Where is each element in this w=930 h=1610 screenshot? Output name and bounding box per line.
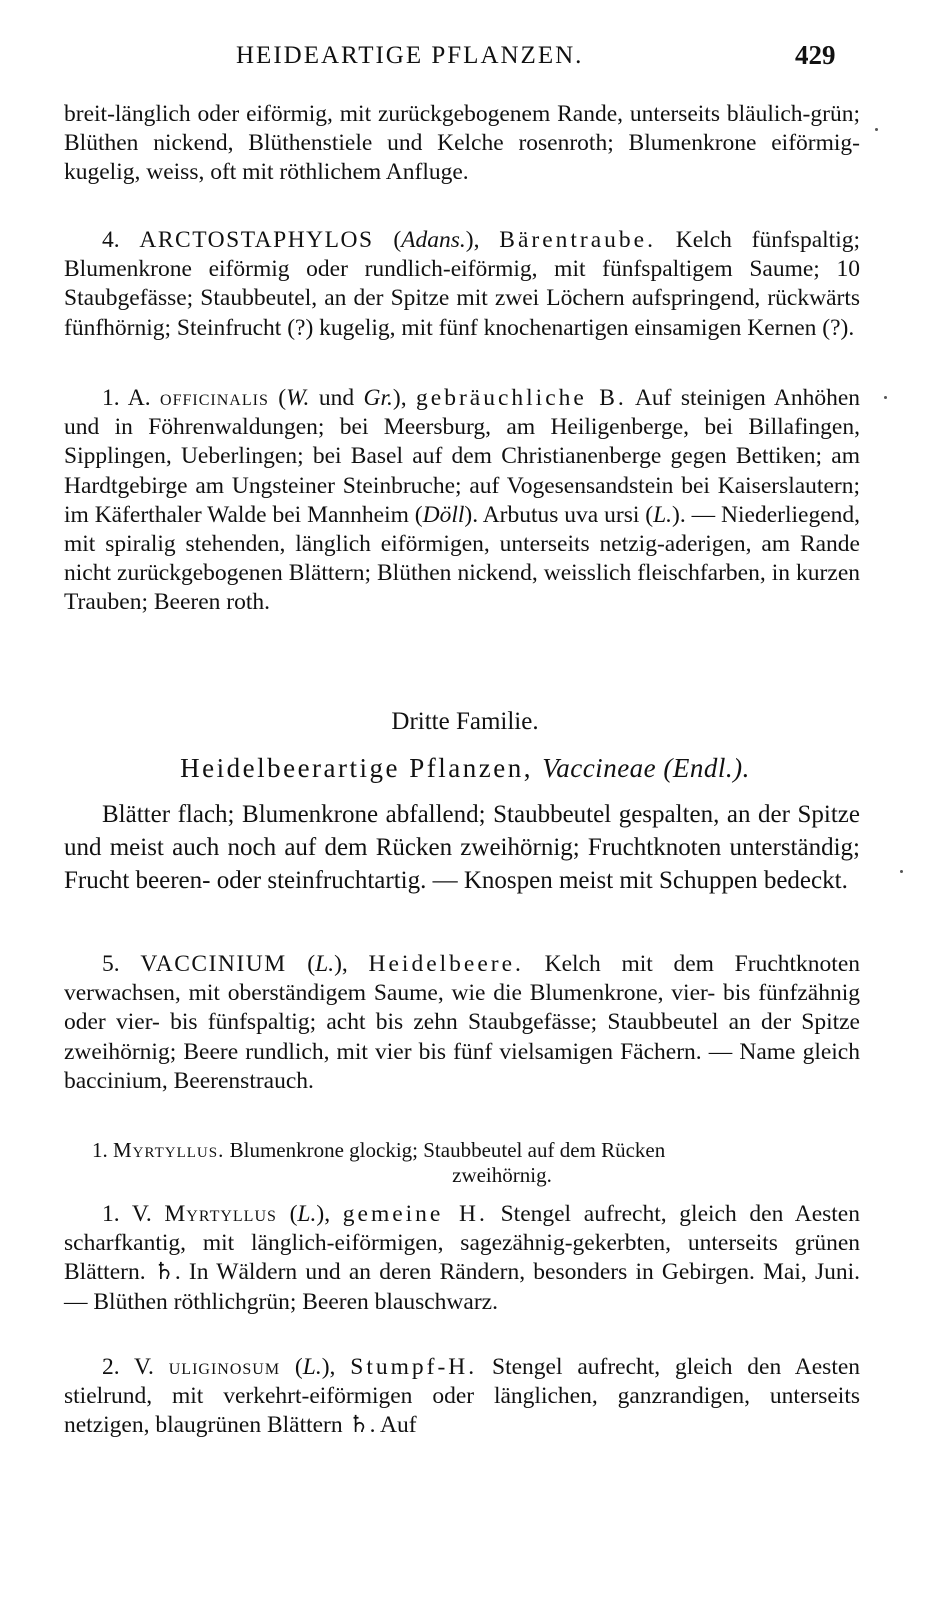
species-locations: Auf steinigen Anhöhen und in Föhrenwaldungen; bei Meersburg, am Heiligenberge, bei Billafingen, Sipplingen, Ueberlingen; bei Basel auf dem Christianenberge gegen Bettiken; am Hardtgebirge am Ungsteiner Steinbruche; auf Vogesensandstein bei Kaiserslautern; im Käferthaler Walde bei Mannheim — [64, 385, 861, 528]
subsection-text-line1: Blumenkrone glockig; Staubbeutel auf dem Rücken — [229, 1138, 666, 1162]
species-description: Stengel aufrecht, gleich den Aesten stielrund, mit verkehrt-eiförmigen oder länglichen, ganzrandigen, unterseits netzigen, blaugrünen Blättern ♄. Auf — [64, 1354, 861, 1439]
genus-number: 4. — [102, 227, 120, 253]
subsection-myrtyllus — [92, 1138, 852, 1188]
scan-speck — [884, 396, 887, 399]
species-synonym-author: L. — [653, 501, 673, 528]
species-name: officinalis — [160, 385, 269, 411]
subsection-name: Myrtyllus. — [113, 1138, 225, 1162]
genus-common-name: Heidelbeere. — [368, 951, 524, 977]
species-myrtyllus: 1. V. Myrtyllus (L.), gemeine H. Stengel aufrecht, gleich den Aesten scharfkantig, mit länglich-eiförmigen, sagezähnig-gekerbten, unterseits grünen Blättern. ♄. In Wäldern und an deren Rändern, besonders in Gebirgen. Mai, Juni. — Blüthen röthlichgrün; Beeren blauschwarz. — [64, 1201, 860, 1315]
family-description-text: Blätter flach; Blumenkrone abfallend; Staubbeutel gespalten, an der Spitze und meist auch noch auf dem Rücken zweihörnig; Fruchtknoten unterständig; Frucht beeren- oder steinfruchtartig. — Knospen meist mit Schuppen bedeckt. — [64, 801, 860, 894]
species-description: — Niederliegend, mit spiralig stehenden, länglich eiförmigen, unterseits netzig-aderigen, am Rande nicht zurückgebogenen Blättern; Blüthen nickend, weisslich fleischfarben, in kurzen Trauben; Beeren roth. — [64, 501, 861, 616]
paragraph-text: breit-länglich oder eiförmig, mit zurückgebogenem Rande, unterseits bläulich-grün; Blüthen nickend, Blüthenstiele und Kelche rosenroth; Blumenkrone eiförmig-kugelig, weiss, oft mit röthlichem Anfluge. — [64, 101, 860, 186]
species-uliginosum: 2. V. uliginosum (L.), Stumpf-H. Stengel aufrecht, gleich den Aesten stielrund, mit verkehrt-eiförmigen oder länglichen, ganzrandigen, unterseits netzigen, blaugrünen Blättern ♄. Auf — [64, 1354, 861, 1439]
family-title: Dritte Familie. — [391, 708, 539, 735]
family-description — [64, 798, 860, 897]
genus-description: Kelch mit dem Fruchtknoten verwachsen, mit oberständigem Saume, wie die Blumenkrone, vier- bis fünfzähnig oder vier- bis fünfspaltig; acht bis zehn Staubgefässe; Staubbeutel an der Spitze zweihörnig; Beere rundlich, mit vier bis fünf vielsamigen Fächern. — Name gleich baccinium, Beerenstrauch. — [64, 951, 860, 1094]
species-name: Myrtyllus — [164, 1201, 277, 1227]
species-common-name: Stumpf-H. — [350, 1354, 478, 1380]
species-synonym: Arbutus uva ursi — [482, 501, 640, 528]
species-common-name: gemeine H. — [342, 1201, 488, 1227]
genus-name: VACCINIUM — [140, 951, 287, 977]
species-common-name: gebräuchliche B. — [416, 385, 627, 411]
species-officinalis: 1. A. officinalis (W. und Gr.), gebräuchliche B. Auf steinigen Anhöhen und in Föhrenwaldungen; bei Meersburg, am Heiligenberge, bei Billafingen, Sipplingen, Ueberlingen; bei Basel auf dem Christianenberge gegen Bettiken; am Hardtgebirge am Ungsteiner Steinbruche; auf Vogesensandstein bei Kaiserslautern; im Käferthaler Walde bei Mannheim (Döll). Arbutus uva ursi (L.). — Niederliegend, mit spiralig stehenden, länglich eiförmigen, unterseits netzig-aderigen, am Rande nicht zurückgebogenen Blättern; Blüthen nickend, weisslich fleischfarben, in kurzen Trauben; Beeren roth. — [64, 385, 861, 616]
species-author-und: und — [318, 385, 355, 411]
species-number: 2. V. — [102, 1354, 154, 1380]
species-author-gr: Gr. — [363, 385, 393, 411]
genus-description: Kelch fünfspaltig; Blumenkrone eiförmig oder rundlich-eiförmig, mit fünfspaltigem Saume; 10 Staubgefässe; Staubbeutel, an der Spitze mit zwei Löchern aufspringend, rückwärts fünfhörnig; Steinfrucht (?) kugelig, mit fünf knochenartigen einsamigen Kernen (?). — [64, 227, 860, 341]
species-number: 1. A. — [102, 385, 151, 411]
genus-common-name: Bärentraube. — [499, 227, 656, 253]
genus-author: L. — [315, 951, 335, 977]
species-reference: Döll — [422, 501, 465, 528]
family-name: Heidelbeerartige Pflanzen, — [180, 753, 533, 783]
genus-number: 5. — [102, 951, 120, 977]
genus-arctostaphylos: 4. ARCTOSTAPHYLOS (Adans.), Bärentraube. Kelch fünfspaltig; Blumenkrone eiförmig oder rundlich-eiförmig, mit fünfspaltigem Saume; 10 Staubgefässe; Staubbeutel, an der Spitze mit zwei Löchern aufspringend, rückwärts fünfhörnig; Steinfrucht (?) kugelig, mit fünf knochenartigen einsamigen Kernen (?). — [64, 227, 860, 341]
subsection-text-line2: zweihörnig. — [452, 1163, 552, 1187]
species-name: uliginosum — [168, 1354, 281, 1380]
family-latin-name: Vaccineae (Endl.). — [542, 753, 750, 783]
scan-speck — [875, 128, 878, 131]
genus-name: ARCTOSTAPHYLOS — [139, 227, 374, 253]
genus-vaccinium: 5. VACCINIUM (L.), Heidelbeere. Kelch mit dem Fruchtknoten verwachsen, mit oberständigem Saume, wie die Blumenkrone, vier- bis fünfzähnig oder vier- bis fünfspaltig; acht bis zehn Staubgefässe; Staubbeutel an der Spitze zweihörnig; Beere rundlich, mit vier bis fünf vielsamigen Fächern. — Name gleich baccinium, Beerenstrauch. — [64, 951, 860, 1094]
species-author: L. — [302, 1354, 322, 1380]
species-number: 1. V. — [102, 1201, 152, 1227]
subsection-number: 1. — [92, 1138, 108, 1162]
family-name-heading — [0, 753, 930, 784]
species-author: L. — [297, 1201, 317, 1227]
species-description: Stengel aufrecht, gleich den Aesten scharfkantig, mit länglich-eiförmigen, sagezähnig-gekerbten, unterseits grünen Blättern. ♄. In Wäldern und an deren Rändern, besonders in Gebirgen. Mai, Juni. — Blüthen röthlichgrün; Beeren blauschwarz. — [64, 1201, 860, 1315]
scan-speck — [900, 870, 903, 873]
species-author-w: W. — [286, 385, 310, 411]
genus-author: Adans. — [401, 227, 466, 253]
page-number: 429 — [795, 40, 836, 70]
running-head: HEIDEARTIGE PFLANZEN. — [236, 42, 584, 69]
paragraph-continuation — [64, 100, 860, 188]
